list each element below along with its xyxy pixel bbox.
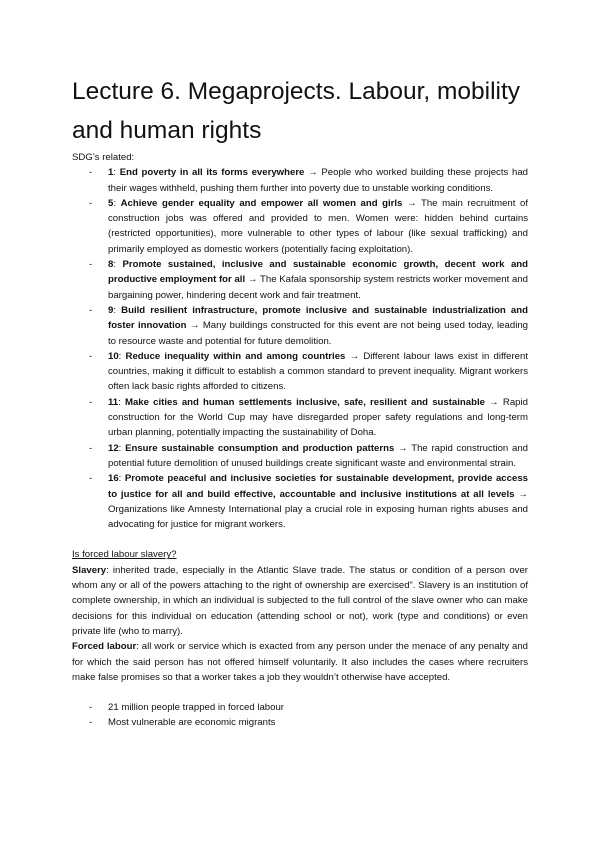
sdg-goal: Reduce inequality within and among countries (125, 350, 346, 362)
sdg-goal: Make cities and human settlements inclusive, safe, resilient and sustainable (124, 396, 485, 408)
sdg-item: - 16: Promote peaceful and inclusive societies for sustainable development, provide access to justice for all and build effective, accountable and inclusive institutions at all levels → Organizations like Amnesty International play a crucial role in exposing human rights abuses and advocating for justice for migrant workers. (72, 471, 528, 532)
sdg-item: - 9: Build resilient infrastructure, promote inclusive and sustainable industrialization and foster innovation → Many buildings constructed for this event are not being used today, leading to resource waste and potential for future demolition. (72, 303, 528, 349)
arrow-icon: → (308, 167, 318, 179)
arrow-icon: → (398, 442, 408, 454)
sdg-number: 1 (108, 167, 114, 179)
sdg-number: 16 (108, 473, 119, 485)
sdg-number: 8 (108, 259, 114, 271)
forced-labour-term: Forced labour (72, 641, 137, 653)
sdg-item: - 11: Make cities and human settlements inclusive, safe, resilient and sustainable → Rapid construction for the World Cup may have disregarded proper safety regulations and long-term urban planning, potentially impacting the sustainability of Doha. (72, 395, 528, 441)
sdg-goal: Achieve gender equality and empower all women and girls (120, 197, 403, 209)
facts-list (72, 700, 528, 731)
slavery-term: Slavery (72, 564, 107, 576)
arrow-icon: → (518, 488, 528, 500)
sdg-item: - 8: Promote sustained, inclusive and sustainable economic growth, decent work and productive employment for all → The Kafala sponsorship system restricts worker movement and bargaining power, hindering decent work and fair treatment. (72, 257, 528, 303)
sdg-description: Many buildings constructed for this event are not being used today, leading to resource waste and potential for future demolition. (108, 320, 528, 347)
page-title: Lecture 6. Megaprojects. Labour, mobility and human rights (72, 78, 521, 144)
sdg-goal: End poverty in all its forms everywhere (119, 167, 305, 179)
sdg-description: The main recruitment of construction jobs was offered and provided to men. Women were: hidden behind curtains (restricted opportunities), more vulnerable to other types of labour (like sexual trafficking) and primarily employed as domestic workers (potentially facing exploitation). (108, 197, 528, 255)
slavery-text: : inherited trade, especially in the Atlantic Slave trade. The status or condition of a person over whom any or all of the powers attaching to the right of ownership are exercised”. Slavery is an institution of complete ownership, in which an individual is subjected to the full control of the slave owner who can make decisions for this individual on education (attending school or not), work (type and conditions) or even private life (who to marry). (72, 564, 528, 637)
sdg-item: - 5: Achieve gender equality and empower all women and girls → The main recruitment of construction jobs was offered and provided to men. Women were: hidden behind curtains (restricted opportunities), more vulnerable to other types of labour (like sexual trafficking) and primarily employed as domestic workers (potentially facing exploitation). (72, 196, 528, 257)
list-item: - Most vulnerable are economic migrants (72, 715, 528, 730)
sdg-number: 10 (108, 350, 119, 362)
forced-labour-text: : all work or service which is exacted from any person under the menace of any penalty and for which the said person has not offered himself voluntarily. It also includes the cases where recruiters make false promises so that a worker takes a job they wouldn’t otherwise have accepted. (72, 641, 529, 683)
arrow-icon: → (489, 396, 499, 408)
document-body (72, 150, 528, 731)
section-question: Is forced labour slavery? (72, 549, 177, 561)
sdg-goal: Promote peaceful and inclusive societies for sustainable development, provide access to justice for all and build effective, accountable and inclusive institutions at all levels (108, 473, 528, 500)
sdg-description: The Kafala sponsorship system restricts worker movement and bargaining power, hindering decent work and fair treatment. (108, 274, 528, 301)
sdg-description: Rapid construction for the World Cup may have disregarded proper safety regulations and long-term urban planning, potentially impacting the sustainability of Doha. (108, 396, 528, 439)
sdg-description: Different labour laws exist in different countries, making it difficult to establish a common standard to prevent inequality. Migrant workers often lack basic rights afforded to citizens. (108, 350, 528, 393)
arrow-icon: → (349, 350, 360, 362)
sdg-item: - 1: End poverty in all its forms everywhere → People who worked building these projects had their wages withheld, pushing them further into poverty due to unstable working conditions. (72, 165, 528, 196)
sdg-item: - 12: Ensure sustainable consumption and production patterns → The rapid construction and potential future demolition of unused buildings create significant waste and environmental strain. (72, 441, 528, 472)
sdg-goal: Build resilient infrastructure, promote inclusive and sustainable industrialization and foster innovation (108, 304, 528, 332)
sdg-description: Organizations like Amnesty International play a crucial role in exposing human rights abuses and advocating for justice for migrant workers. (108, 503, 528, 531)
arrow-icon: → (189, 320, 200, 332)
arrow-icon: → (247, 274, 258, 286)
sdg-list (72, 165, 528, 532)
sdg-description: The rapid construction and potential future demolition of unused buildings create significant waste and environmental strain. (108, 442, 529, 469)
list-item: - 21 million people trapped in forced labour (72, 700, 528, 715)
forced-labour-definition (72, 639, 528, 685)
sdg-number: 5 (108, 197, 114, 209)
sdg-description: People who worked building these projects had their wages withheld, pushing them further into poverty due to unstable working conditions. (108, 167, 528, 194)
slavery-definition (72, 563, 528, 639)
sdg-number: 9 (108, 304, 114, 316)
sdg-item: - 10: Reduce inequality within and among countries → Different labour laws exist in different countries, making it difficult to establish a common standard to prevent inequality. Migrant workers often lack basic rights afforded to citizens. (72, 349, 528, 395)
arrow-icon: → (406, 197, 417, 209)
sdg-heading: SDG’s related: (72, 152, 135, 163)
sdg-number: 11 (108, 396, 119, 408)
sdg-goal: Promote sustained, inclusive and sustainable economic growth, decent work and productive employment for all (108, 259, 528, 286)
sdg-number: 12 (108, 442, 119, 454)
sdg-goal: Ensure sustainable consumption and production patterns (125, 442, 395, 454)
